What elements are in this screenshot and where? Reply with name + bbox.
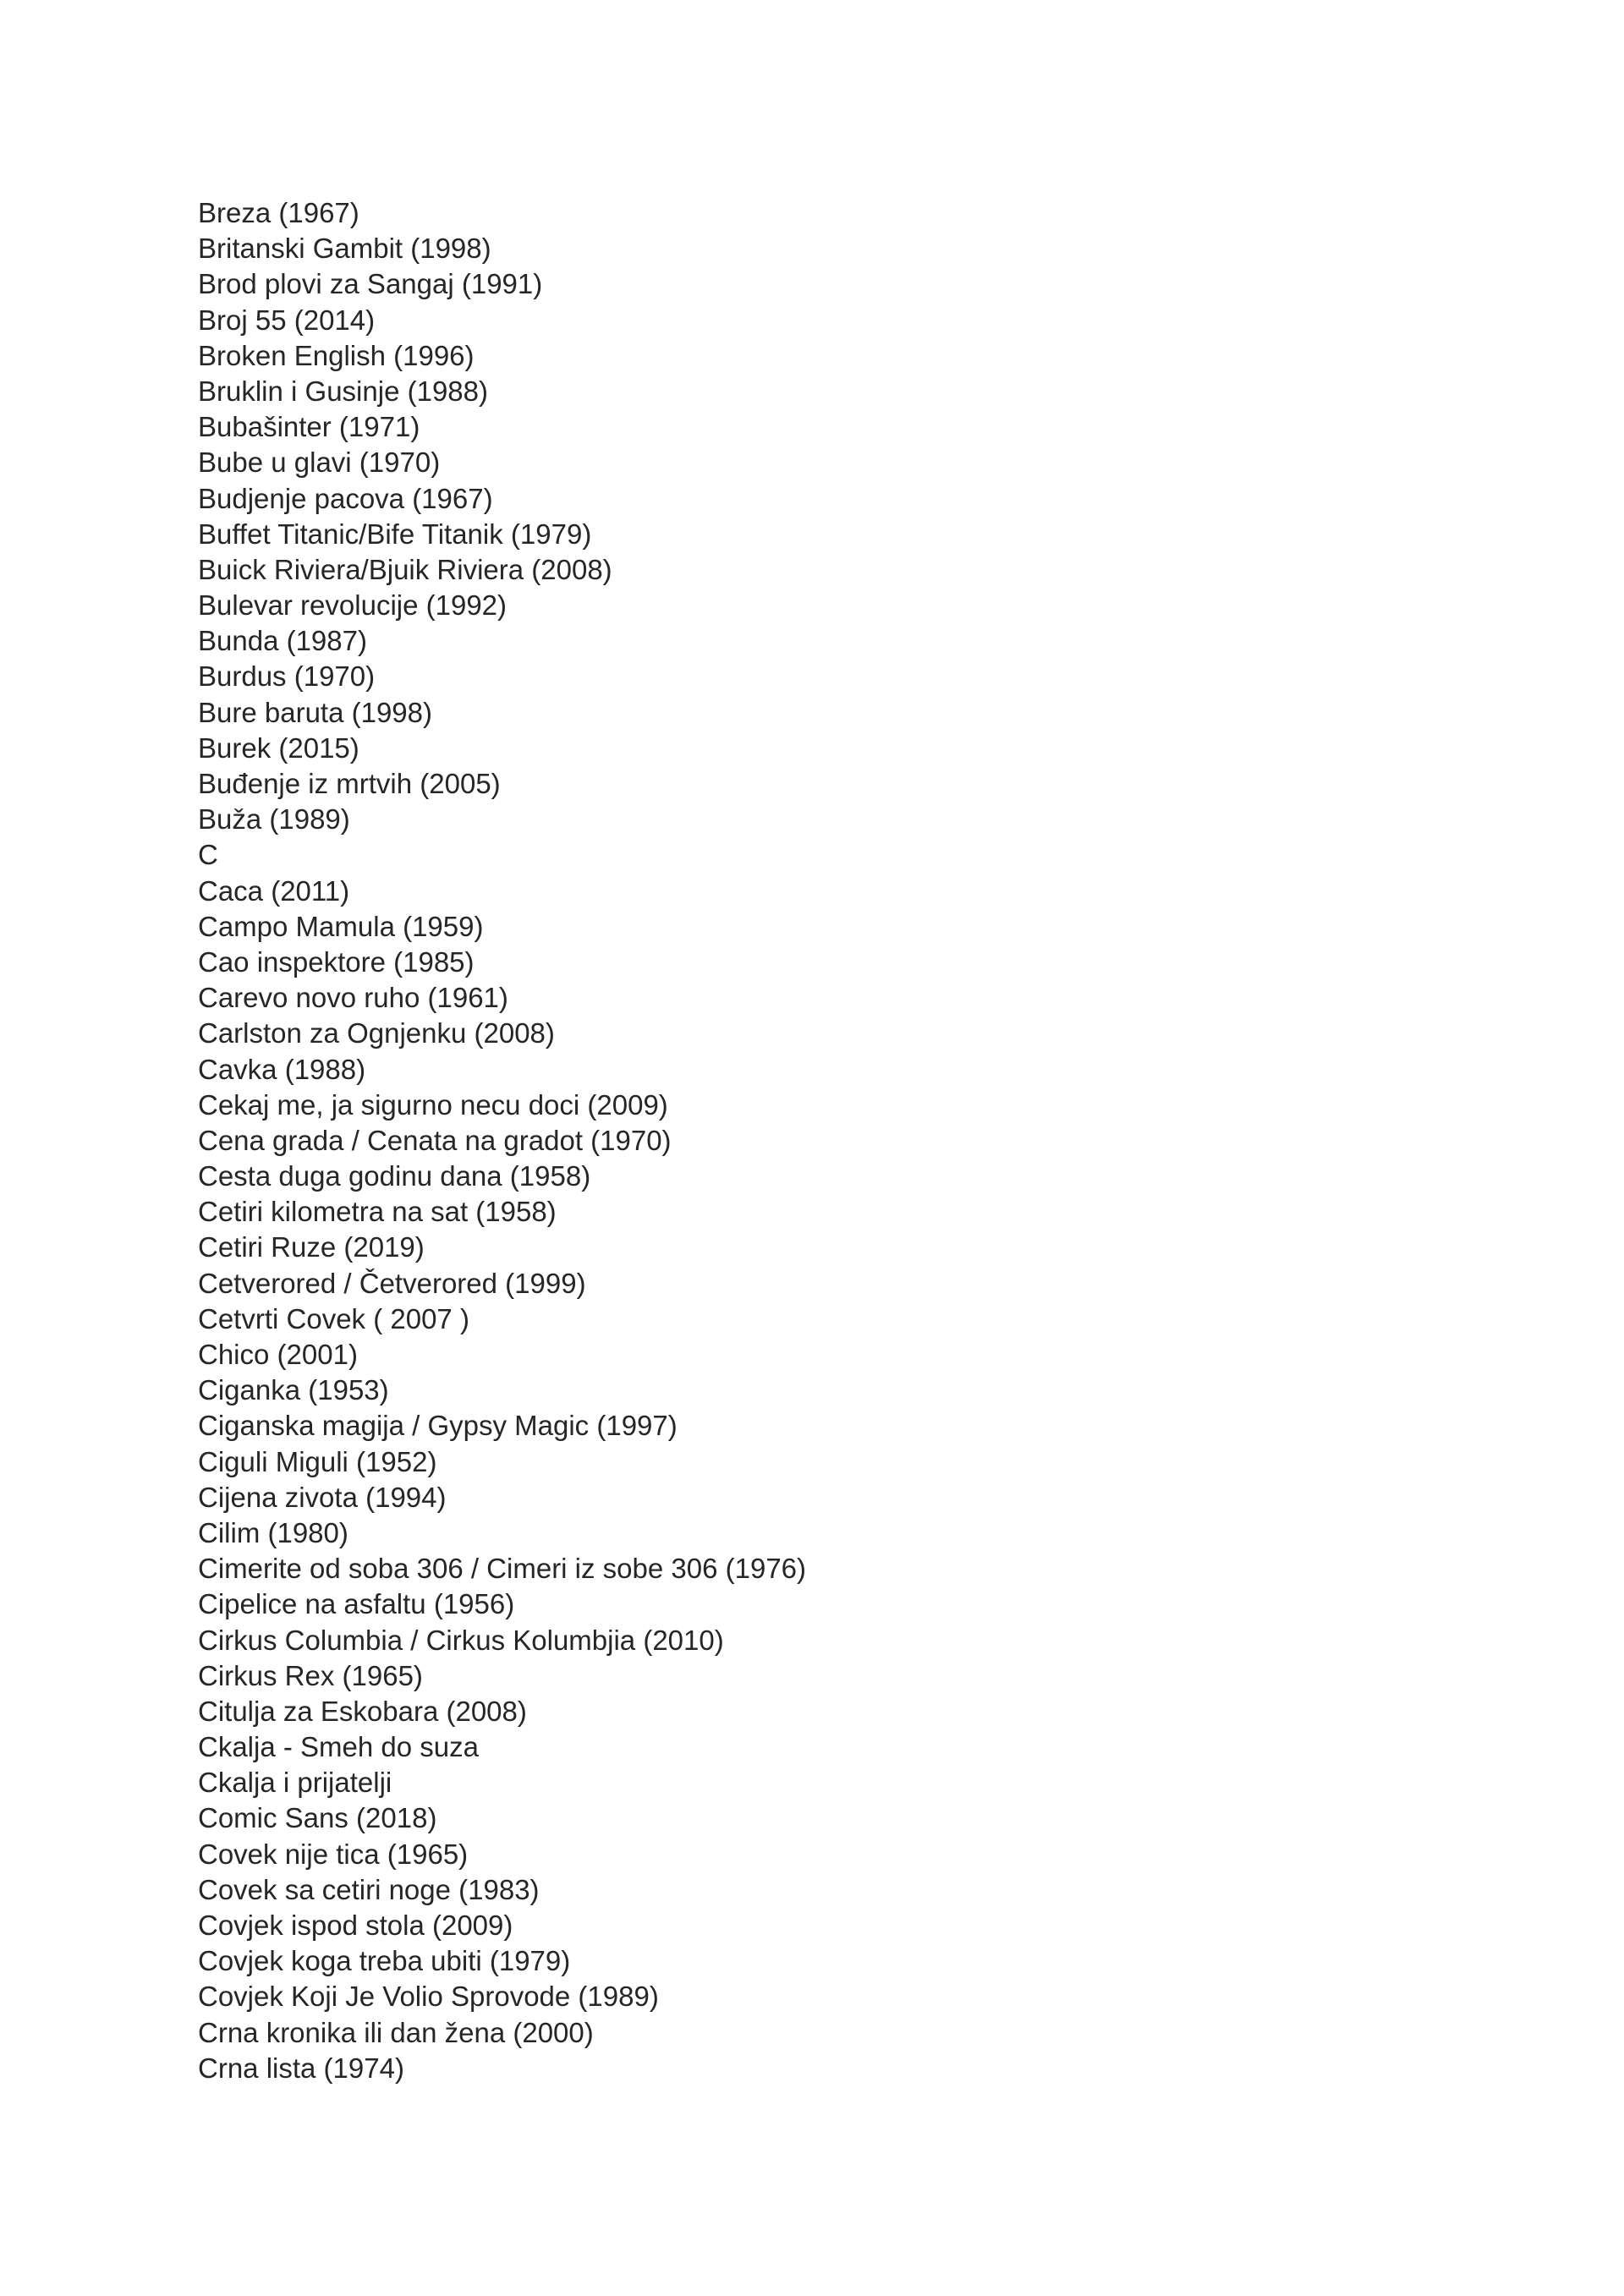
list-item: Covek nije tica (1965) xyxy=(198,1838,469,1870)
list-item: Ciganska magija / Gypsy Magic (1997) xyxy=(198,1410,678,1442)
list-item: Ciguli Miguli (1952) xyxy=(198,1445,437,1477)
list-item: Cetverored / Četverored (1999) xyxy=(198,1267,586,1299)
list-item: Cetvrti Covek ( 2007 ) xyxy=(198,1302,469,1334)
list-item: Cirkus Columbia / Cirkus Kolumbjia (2010) xyxy=(198,1624,724,1656)
list-item: Cipelice na asfaltu (1956) xyxy=(198,1588,515,1620)
list-item: Broj 55 (2014) xyxy=(198,304,376,336)
list-item: Buža (1989) xyxy=(198,803,350,836)
list-item: Cavka (1988) xyxy=(198,1053,366,1085)
list-item: Ckalja i prijatelji xyxy=(198,1767,392,1799)
list-item: Comic Sans (2018) xyxy=(198,1802,437,1834)
list-item: Cao inspektore (1985) xyxy=(198,945,475,978)
list-item: Bulevar revolucije (1992) xyxy=(198,589,508,622)
list-item: Cirkus Rex (1965) xyxy=(198,1659,423,1691)
list-item: Cesta duga godinu dana (1958) xyxy=(198,1160,591,1192)
list-item: Ckalja - Smeh do suza xyxy=(198,1731,479,1763)
list-item: Carlston za Ognjenku (2008) xyxy=(198,1017,555,1049)
list-item: Citulja za Eskobara (2008) xyxy=(198,1695,527,1727)
list-item: Buick Riviera/Bjuik Riviera (2008) xyxy=(198,553,612,585)
list-item: Bube u glavi (1970) xyxy=(198,447,441,479)
list-item: Covjek koga treba ubiti (1979) xyxy=(198,1945,571,1977)
list-item: Cilim (1980) xyxy=(198,1516,348,1548)
list-item: Breza (1967) xyxy=(198,197,359,228)
list-item: Burek (2015) xyxy=(198,732,359,764)
list-item: Bunda (1987) xyxy=(198,625,367,657)
list-item: Covjek Koji Je Volio Sprovode (1989) xyxy=(198,1981,659,2013)
list-item: Ciganka (1953) xyxy=(198,1374,389,1406)
list-item: Covjek ispod stola (2009) xyxy=(198,1910,513,1941)
list-item: Cijena zivota (1994) xyxy=(198,1481,447,1513)
list-item: Cekaj me, ja sigurno necu doci (2009) xyxy=(198,1088,668,1121)
list-item: Carevo novo ruho (1961) xyxy=(198,982,508,1014)
list-item: Chico (2001) xyxy=(198,1339,358,1370)
list-item: Cetiri kilometra na sat (1958) xyxy=(198,1196,557,1228)
list-item: Broken English (1996) xyxy=(198,339,475,371)
list-item: Cimerite od soba 306 / Cimeri iz sobe 306 (1976) xyxy=(198,1553,807,1585)
list-item: Burdus (1970) xyxy=(198,660,376,693)
list-item: Buffet Titanic/Bife Titanik (1979) xyxy=(198,518,592,550)
list-item: Covek sa cetiri noge (1983) xyxy=(198,1873,540,1905)
list-item: Budjenje pacova (1967) xyxy=(198,482,493,514)
list-item: Britanski Gambit (1998) xyxy=(198,233,491,265)
list-item: Buđenje iz mrtvih (2005) xyxy=(198,768,501,799)
list-item: Crna kronika ili dan žena (2000) xyxy=(198,2016,594,2048)
list-item: Crna lista (1974) xyxy=(198,2052,404,2084)
list-item: Caca (2011) xyxy=(198,874,350,907)
film-title-list xyxy=(198,195,806,2086)
section-letter-heading: C xyxy=(198,839,218,871)
list-item: Cetiri Ruze (2019) xyxy=(198,1231,425,1263)
list-item: Brod plovi za Sangaj (1991) xyxy=(198,268,543,300)
list-item: Campo Mamula (1959) xyxy=(198,910,484,942)
list-item: Bure baruta (1998) xyxy=(198,696,433,728)
list-item: Bruklin i Gusinje (1988) xyxy=(198,375,488,407)
list-item: Bubašinter (1971) xyxy=(198,411,420,443)
list-item: Cena grada / Cenata na gradot (1970) xyxy=(198,1124,672,1156)
